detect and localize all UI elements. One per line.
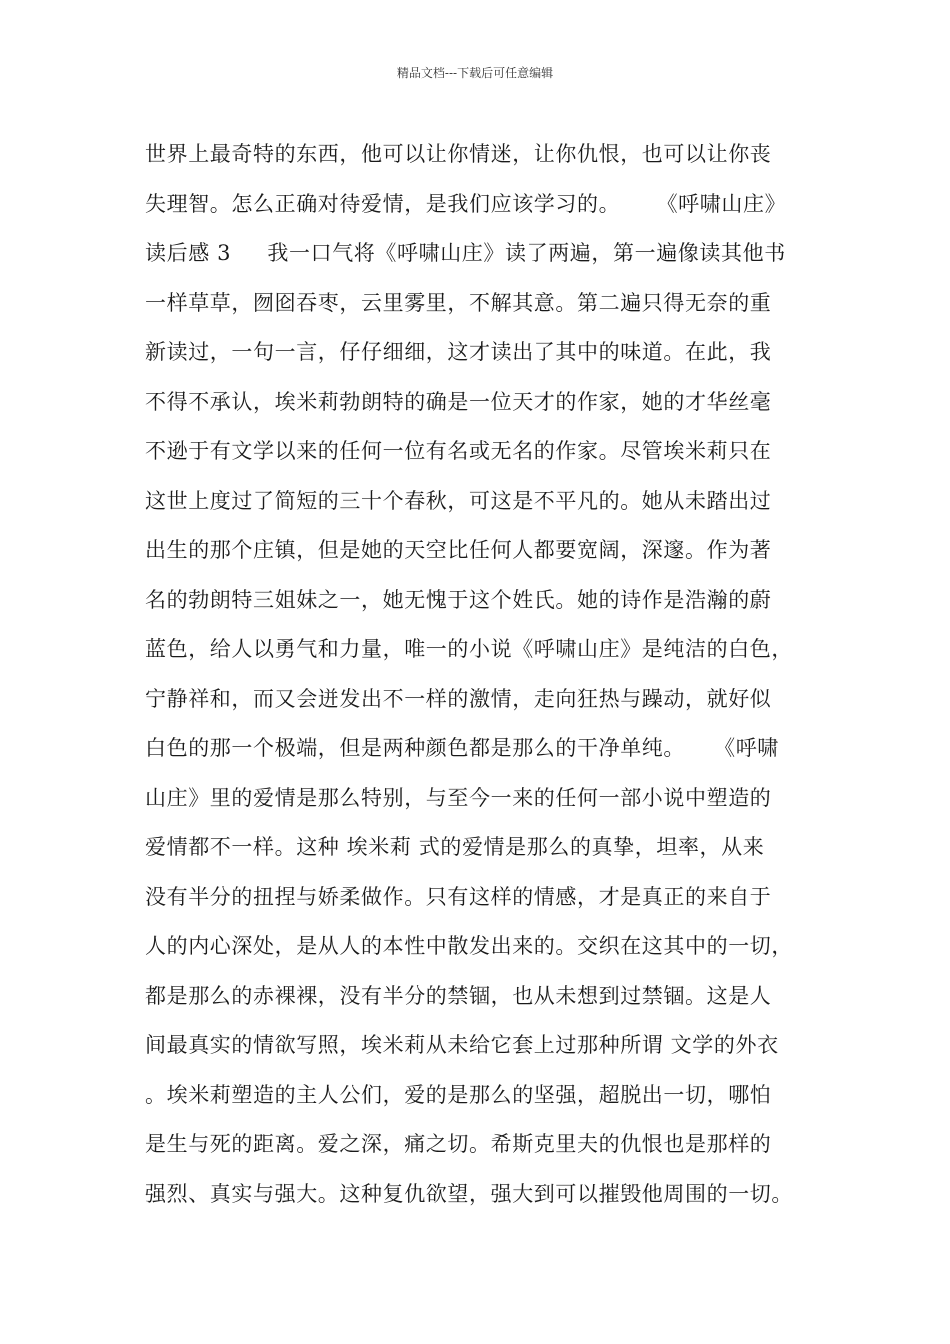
- text-line: 世界上最奇特的东西，他可以让你情迷，让你仇恨，也可以让你丧: [145, 142, 772, 166]
- text-line: 读后感 3 我一口气将《呼啸山庄》读了两遍，第一遍像读其他书: [145, 241, 786, 265]
- body-text: [145, 130, 845, 1219]
- text-line: 爱情都不一样。这种 埃米莉 式的爱情是那么的真挚，坦率，从来: [145, 835, 765, 859]
- text-line: 一样草草，囫囵吞枣，云里雾里，不解其意。第二遍只得无奈的重: [145, 290, 772, 315]
- text-line: 山庄》里的爱情是那么特别，与至今一来的任何一部小说中塑造的: [145, 785, 772, 810]
- text-line: 新读过，一句一言，仔仔细细，这才读出了其中的味道。在此，我: [145, 340, 772, 364]
- text-line: 强烈、真实与强大。这种复仇欲望，强大到可以摧毁他周围的一切。: [145, 1181, 793, 1206]
- text-line: 白色的那一个极端，但是两种颜色都是那么的干净单纯。 《呼啸: [145, 736, 779, 760]
- text-line: 没有半分的扭捏与娇柔做作。只有这样的情感，才是真正的来自于: [145, 884, 772, 909]
- text-line: 不逊于有文学以来的任何一位有名或无名的作家。尽管埃米莉只在: [145, 439, 772, 463]
- text-line: 蓝色，给人以勇气和力量，唯一的小说《呼啸山庄》是纯洁的白色，: [145, 637, 793, 661]
- text-line: 间最真实的情欲写照，埃米莉从未给它套上过那种所谓 文学的外衣: [145, 1033, 779, 1057]
- text-line: 人的内心深处，是从人的本性中散发出来的。交织在这其中的一切，: [145, 934, 793, 958]
- page-header: 精品文档---下载后可任意编辑: [396, 66, 554, 80]
- text-line: 不得不承认，埃米莉勃朗特的确是一位天才的作家，她的才华丝毫: [145, 389, 772, 414]
- text-line: 失理智。怎么正确对待爱情，是我们应该学习的。 《呼啸山庄》: [145, 191, 787, 216]
- text-line: 。埃米莉塑造的主人公们，爱的是那么的坚强，超脱出一切，哪怕: [145, 1082, 772, 1107]
- text-line: 宁静祥和，而又会迸发出不一样的激情，走向狂热与躁动，就好似: [145, 686, 772, 711]
- text-line: 都是那么的赤裸裸，没有半分的禁锢，也从未想到过禁锢。这是人: [145, 983, 772, 1008]
- text-line: 出生的那个庄镇，但是她的天空比任何人都要宽阔，深邃。作为著: [145, 538, 772, 562]
- text-line: 是生与死的距离。爱之深，痛之切。希斯克里夫的仇恨也是那样的: [145, 1132, 772, 1156]
- text-line: 这世上度过了简短的三十个春秋，可这是不平凡的。她从未踏出过: [145, 488, 772, 513]
- text-line: 名的勃朗特三姐妹之一，她无愧于这个姓氏。她的诗作是浩瀚的蔚: [145, 587, 772, 612]
